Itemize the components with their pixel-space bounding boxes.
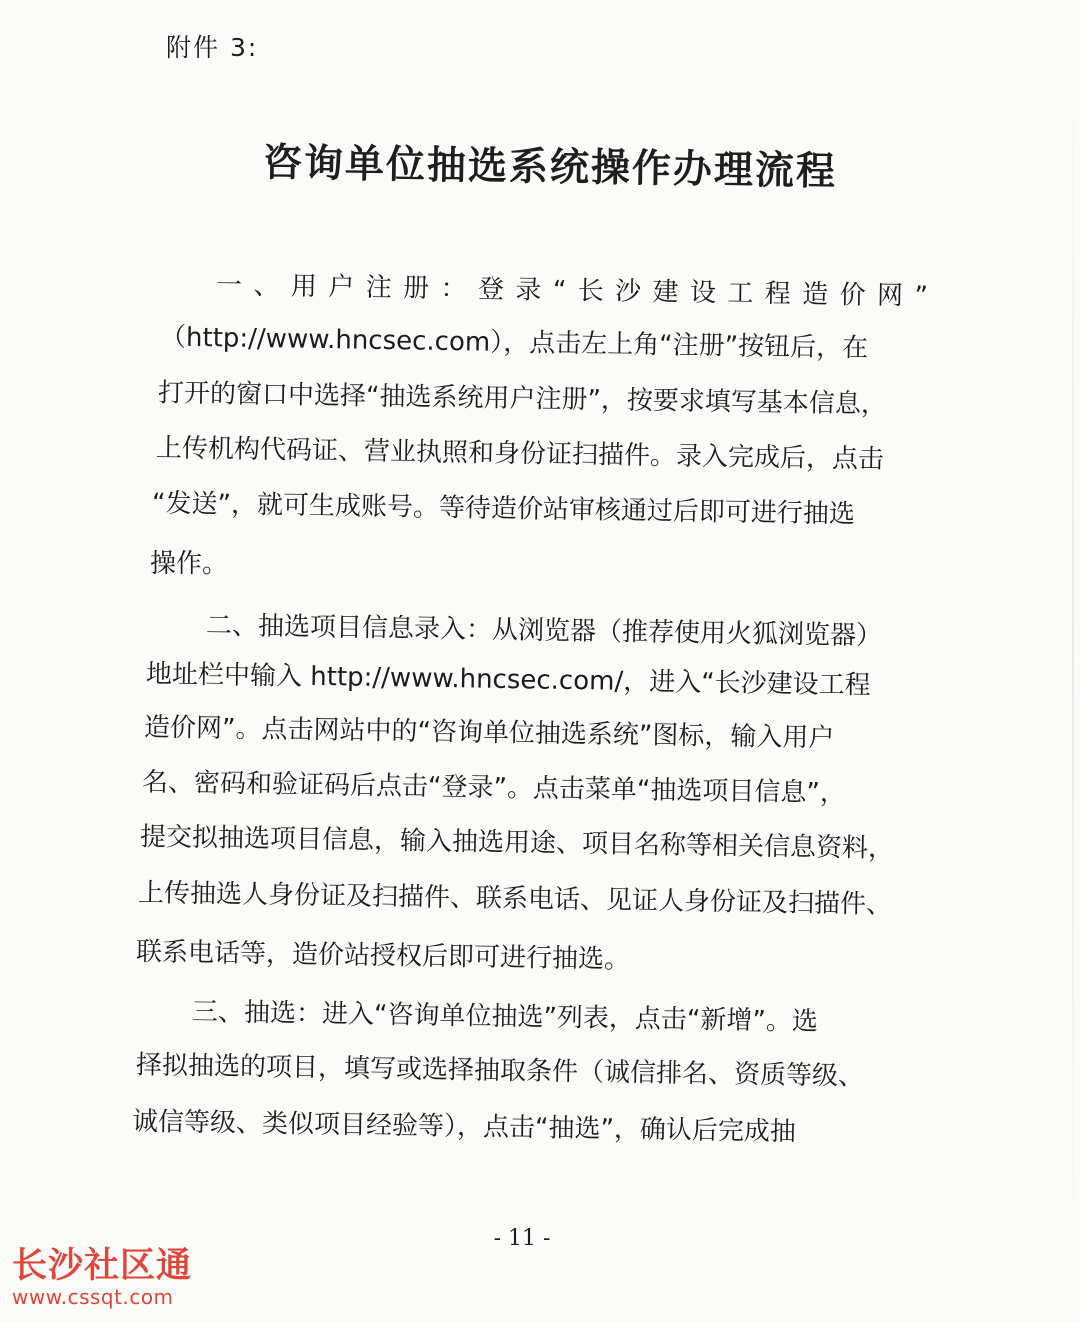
watermark-url: www.cssqt.com <box>12 1284 174 1309</box>
paragraph-2-line-5: 提交拟抽选项目信息，输入抽选用途、项目名称等相关信息资料， <box>139 822 895 864</box>
watermark-name: 长沙社区通 <box>12 1246 193 1286</box>
paragraph-1-line-4: 上传机构代码证、营业执照和身份证扫描件。录入完成后，点击 <box>155 433 885 475</box>
paragraph-3-line-1: 三、抽选：进入“咨询单位抽选”列表，点击“新增”。选 <box>191 997 819 1037</box>
paragraph-1-line-3: 打开的窗口中选择“抽选系统用户注册”，按要求填写基本信息， <box>157 378 888 420</box>
paragraph-1-line-1: 一、用户注册：登录“长沙建设工程造价网” <box>215 270 929 312</box>
paragraph-1-line-2: （http://www.hncsec.com），点击左上角“注册”按钮后，在 <box>159 322 869 364</box>
paragraph-2-line-2: 地址栏中输入 http://www.hncsec.com/，进入“长沙建设工程 <box>145 659 871 701</box>
document-title: 咨询单位抽选系统操作办理流程 <box>262 140 838 195</box>
page-number: - 11 - <box>493 1226 551 1251</box>
paragraph-1-line-5: “发送”，就可生成账号。等待造价站审核通过后即可进行抽选 <box>151 488 856 530</box>
paragraph-2-line-6: 上传抽选人身份证及扫描件、联系电话、见证人身份证及扫描件、 <box>137 878 893 920</box>
scan-edge-shadow <box>1072 60 1074 1260</box>
watermark <box>12 1248 192 1309</box>
attachment-label: 附件 3: <box>166 33 259 62</box>
paragraph-2-line-4: 名、密码和验证码后点击“登录”。点击菜单“抽选项目信息”， <box>141 767 847 809</box>
paragraph-3-line-3: 诚信等级、类似项目经验等），点击“抽选”，确认后完成抽 <box>131 1106 797 1148</box>
paragraph-2-line-3: 造价网”。点击网站中的“咨询单位抽选系统”图标，输入用户 <box>143 712 835 754</box>
paragraph-2-line-1: 二、抽选项目信息录入：从浏览器（推荐使用火狐浏览器） <box>205 610 883 652</box>
paragraph-2-line-7: 联系电话等，造价站授权后即可进行抽选。 <box>135 937 631 975</box>
paragraph-1-line-6: 操作。 <box>150 549 229 579</box>
paragraph-3-line-2: 择拟抽选的项目，填写或选择抽取条件（诚信排名、资质等级、 <box>135 1050 865 1092</box>
